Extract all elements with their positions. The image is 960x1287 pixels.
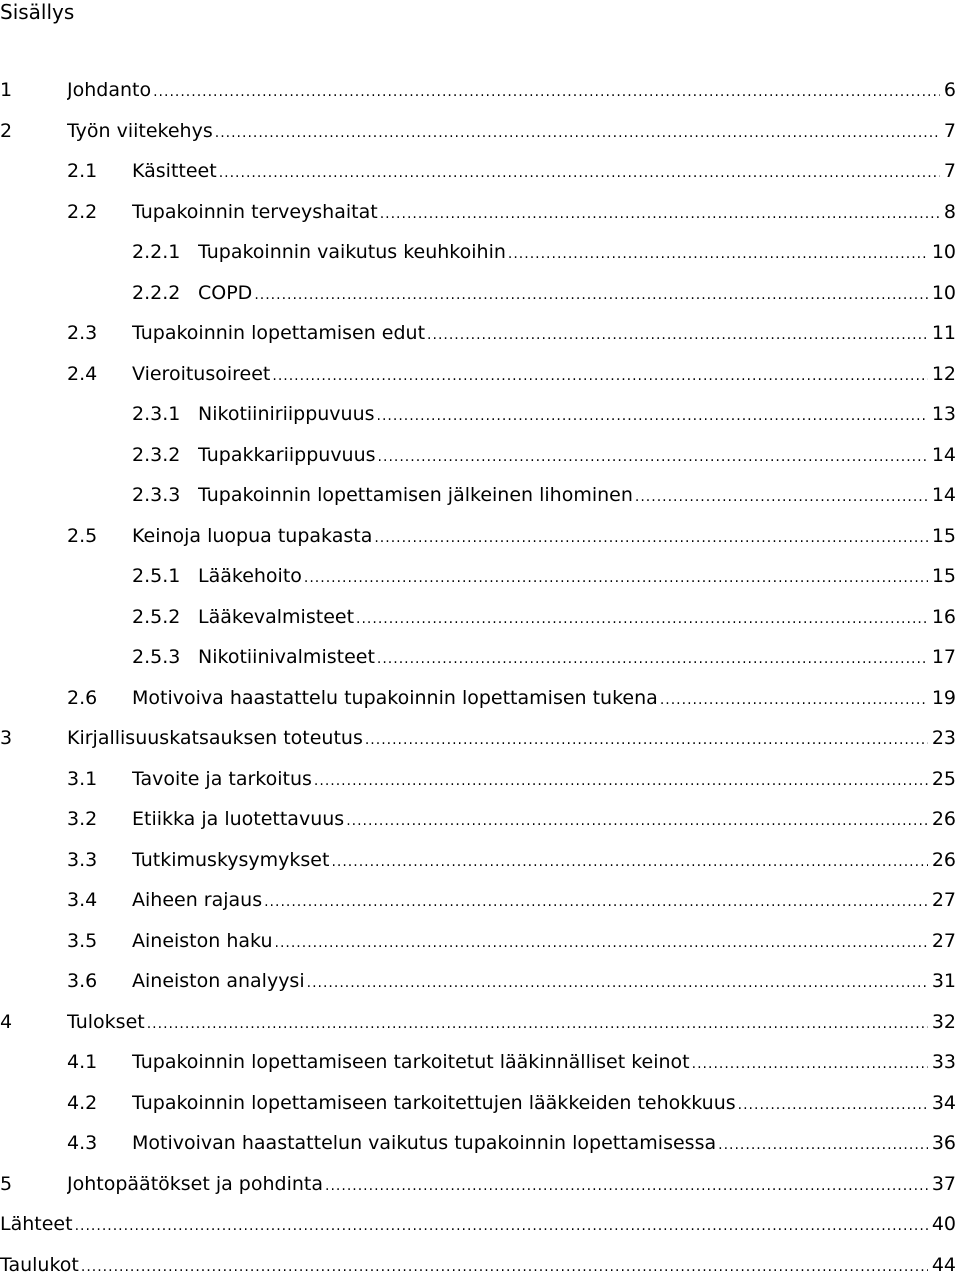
toc-entry[interactable] (0, 840, 960, 881)
toc-entry-text: Käsitteet (132, 151, 219, 192)
toc-entry-page: 25 (928, 759, 956, 800)
toc-entry-number: 2.3 (67, 313, 97, 354)
toc-entry[interactable] (0, 718, 960, 759)
toc-entry-text: Työn viitekehys (67, 111, 215, 152)
toc-entry-page: 15 (928, 556, 956, 597)
dot-leader (153, 72, 940, 113)
toc-entry-text: COPD (198, 273, 254, 314)
toc-entry[interactable] (0, 1123, 960, 1164)
toc-entry[interactable] (0, 1164, 960, 1205)
toc-entry-text: Lähteet (0, 1204, 75, 1245)
toc-entry-text: Nikotiinivalmisteet (198, 637, 377, 678)
toc-entry-text: Tupakoinnin lopettamiseen tarkoitetut lääkinnälliset keinot (132, 1042, 692, 1083)
toc-entry-text: Johtopäätökset ja pohdinta (67, 1164, 325, 1205)
toc-entry-main (132, 354, 956, 397)
toc-entry-main (132, 840, 956, 883)
toc-entry-page: 27 (928, 921, 956, 962)
toc-entry-number: 2.3.2 (132, 435, 180, 476)
toc-entry[interactable] (0, 637, 960, 678)
toc-entry[interactable] (0, 192, 960, 233)
toc-entry-number: 4 (0, 1002, 12, 1043)
toc-entry-number: 2.2.1 (132, 232, 180, 273)
toc-entry[interactable] (0, 921, 960, 962)
toc-entry-text: Tupakoinnin lopettamisen jälkeinen lihominen (198, 475, 635, 516)
toc-entry-number: 2.5.2 (132, 597, 180, 638)
toc-entry-page: 19 (928, 678, 956, 719)
toc-entry-main (198, 556, 956, 599)
toc-entry[interactable] (0, 597, 960, 638)
toc-entry-page: 15 (928, 516, 956, 557)
toc-entry[interactable] (0, 394, 960, 435)
toc-entry-page: 11 (928, 313, 956, 354)
toc-entry[interactable] (0, 151, 960, 192)
toc-entry-main (132, 1123, 956, 1166)
toc-list (0, 70, 960, 1285)
toc-entry-number: 4.2 (67, 1083, 97, 1124)
dot-leader (738, 1085, 928, 1126)
toc-entry[interactable] (0, 759, 960, 800)
toc-entry-number: 2.3.3 (132, 475, 180, 516)
toc-entry-text: Tutkimuskysymykset (132, 840, 331, 881)
toc-entry-main (132, 678, 956, 721)
toc-entry-page: 23 (928, 718, 956, 759)
dot-leader (508, 234, 928, 275)
toc-entry[interactable] (0, 516, 960, 557)
toc-entry-main (198, 637, 956, 680)
toc-entry-main (67, 718, 956, 761)
dot-leader (275, 923, 928, 964)
toc-entry-page: 34 (928, 1083, 956, 1124)
toc-entry-main (67, 111, 956, 154)
toc-entry-number: 3.3 (67, 840, 97, 881)
toc-entry-page: 32 (928, 1002, 956, 1043)
toc-entry-main (198, 597, 956, 640)
toc-entry-text: Aineiston analyysi (132, 961, 307, 1002)
dot-leader (356, 599, 928, 640)
dot-leader (75, 1206, 928, 1247)
toc-entry-number: 3 (0, 718, 12, 759)
dot-leader (374, 518, 927, 559)
toc-entry[interactable] (0, 475, 960, 516)
toc-entry-text: Tupakoinnin vaikutus keuhkoihin (198, 232, 508, 273)
toc-entry-main (132, 759, 956, 802)
toc-entry[interactable] (0, 1042, 960, 1083)
toc-entry-number: 3.2 (67, 799, 97, 840)
toc-entry[interactable] (0, 273, 960, 314)
toc-entry-text: Kirjallisuuskatsauksen toteutus (67, 718, 365, 759)
dot-leader (219, 153, 940, 194)
dot-leader (325, 1166, 928, 1207)
toc-entry[interactable] (0, 799, 960, 840)
toc-entry-main (67, 70, 956, 113)
dot-leader (264, 882, 928, 923)
toc-entry-page: 36 (928, 1123, 956, 1164)
toc-entry-text: Aiheen rajaus (132, 880, 264, 921)
toc-entry[interactable] (0, 961, 960, 1002)
toc-entry-main (67, 1002, 956, 1045)
toc-entry[interactable] (0, 880, 960, 921)
toc-entry-text: Tupakoinnin terveyshaitat (132, 192, 380, 233)
toc-entry-page: 26 (928, 799, 956, 840)
toc-entry-text: Tupakkariippuvuus (198, 435, 378, 476)
toc-entry-main (132, 192, 956, 235)
dot-leader (331, 842, 927, 883)
toc-entry-text: Tavoite ja tarkoitus (132, 759, 314, 800)
toc-entry-main (132, 880, 956, 923)
toc-entry-main (198, 435, 956, 478)
toc-entry-number: 2.3.1 (132, 394, 180, 435)
toc-entry-text: Vieroitusoireet (132, 354, 272, 395)
toc-entry[interactable] (0, 1204, 960, 1245)
toc-entry-page: 40 (928, 1204, 956, 1245)
toc-entry-page: 6 (940, 70, 956, 111)
toc-entry-page: 14 (928, 475, 956, 516)
toc-entry-page: 31 (928, 961, 956, 1002)
toc-entry-main (198, 273, 956, 316)
toc-entry-main (198, 232, 956, 275)
toc-entry-number: 3.5 (67, 921, 97, 962)
toc-entry[interactable] (0, 1083, 960, 1124)
toc-entry-text: Motivoivan haastattelun vaikutus tupakoinnin lopettamisessa (132, 1123, 718, 1164)
toc-entry-number: 4.1 (67, 1042, 97, 1083)
dot-leader (692, 1044, 928, 1085)
toc-entry-number: 2.4 (67, 354, 97, 395)
toc-entry-page: 37 (928, 1164, 956, 1205)
toc-entry[interactable] (0, 313, 960, 354)
toc-entry-number: 2 (0, 111, 12, 152)
toc-entry-number: 5 (0, 1164, 12, 1205)
toc-entry[interactable] (0, 1245, 960, 1286)
toc-entry-page: 13 (928, 394, 956, 435)
dot-leader (254, 275, 928, 316)
toc-entry[interactable] (0, 354, 960, 395)
toc-entry-page: 7 (940, 111, 956, 152)
toc-entry-main (198, 394, 956, 437)
toc-entry-text: Keinoja luopua tupakasta (132, 516, 374, 557)
toc-entry[interactable] (0, 111, 960, 152)
toc-entry-page: 7 (940, 151, 956, 192)
toc-entry-number: 3.4 (67, 880, 97, 921)
toc-entry-number: 3.6 (67, 961, 97, 1002)
dot-leader (718, 1125, 928, 1166)
toc-entry-number: 2.5.1 (132, 556, 180, 597)
toc-entry-number: 2.5.3 (132, 637, 180, 678)
toc-entry-main (0, 1245, 956, 1287)
toc-entry-page: 12 (928, 354, 956, 395)
toc-entry[interactable] (0, 232, 960, 273)
toc-entry-main (132, 961, 956, 1004)
toc-entry-text: Tupakoinnin lopettamisen edut (132, 313, 427, 354)
dot-leader (147, 1004, 928, 1045)
toc-entry-text: Etiikka ja luotettavuus (132, 799, 346, 840)
toc-entry-page: 10 (928, 232, 956, 273)
dot-leader (660, 680, 928, 721)
toc-entry-text: Lääkehoito (198, 556, 304, 597)
dot-leader (377, 639, 928, 680)
dot-leader (304, 558, 928, 599)
toc-entry-main (132, 921, 956, 964)
toc-entry-page: 33 (928, 1042, 956, 1083)
toc-entry-number: 2.6 (67, 678, 97, 719)
toc-entry-main (67, 1164, 956, 1207)
dot-leader (365, 720, 928, 761)
dot-leader (378, 437, 928, 478)
toc-entry-text: Taulukot (0, 1245, 81, 1286)
toc-entry-page: 14 (928, 435, 956, 476)
toc-entry-text: Aineiston haku (132, 921, 275, 962)
toc-entry-number: 2.5 (67, 516, 97, 557)
toc-entry-main (132, 313, 956, 356)
toc-entry-number: 4.3 (67, 1123, 97, 1164)
dot-leader (380, 194, 940, 235)
toc-entry-page: 27 (928, 880, 956, 921)
toc-entry-main (132, 516, 956, 559)
dot-leader (307, 963, 928, 1004)
toc-entry-text: Motivoiva haastattelu tupakoinnin lopettamisen tukena (132, 678, 660, 719)
dot-leader (81, 1247, 928, 1287)
toc-entry-page: 44 (928, 1245, 956, 1286)
toc-entry-page: 10 (928, 273, 956, 314)
dot-leader (215, 113, 940, 154)
toc-entry-main (198, 475, 956, 518)
toc-entry-page: 17 (928, 637, 956, 678)
dot-leader (635, 477, 928, 518)
toc-entry-text: Nikotiiniriippuvuus (198, 394, 377, 435)
toc-entry-text: Tupakoinnin lopettamiseen tarkoitettujen lääkkeiden tehokkuus (132, 1083, 738, 1124)
toc-entry-number: 2.1 (67, 151, 97, 192)
toc-entry-page: 8 (940, 192, 956, 233)
toc-entry-number: 2.2 (67, 192, 97, 233)
dot-leader (427, 315, 928, 356)
toc-entry-main (132, 1042, 956, 1085)
toc-entry-text: Tulokset (67, 1002, 147, 1043)
toc-entry[interactable] (0, 1002, 960, 1043)
dot-leader (346, 801, 928, 842)
toc-entry[interactable] (0, 678, 960, 719)
toc-entry-number: 2.2.2 (132, 273, 180, 314)
toc-entry-main (0, 1204, 956, 1247)
toc-entry-number: 1 (0, 70, 12, 111)
toc-entry-number: 3.1 (67, 759, 97, 800)
dot-leader (314, 761, 928, 802)
toc-entry-main (132, 151, 956, 194)
toc-entry-page: 26 (928, 840, 956, 881)
toc-entry[interactable] (0, 435, 960, 476)
toc-entry-text: Lääkevalmisteet (198, 597, 356, 638)
dot-leader (377, 396, 928, 437)
toc-entry-main (132, 1083, 956, 1126)
toc-title: Sisällys (0, 0, 74, 24)
toc-entry-text: Johdanto (67, 70, 153, 111)
dot-leader (272, 356, 927, 397)
toc-entry-main (132, 799, 956, 842)
toc-entry-page: 16 (928, 597, 956, 638)
toc-entry[interactable] (0, 70, 960, 111)
toc-entry[interactable] (0, 556, 960, 597)
